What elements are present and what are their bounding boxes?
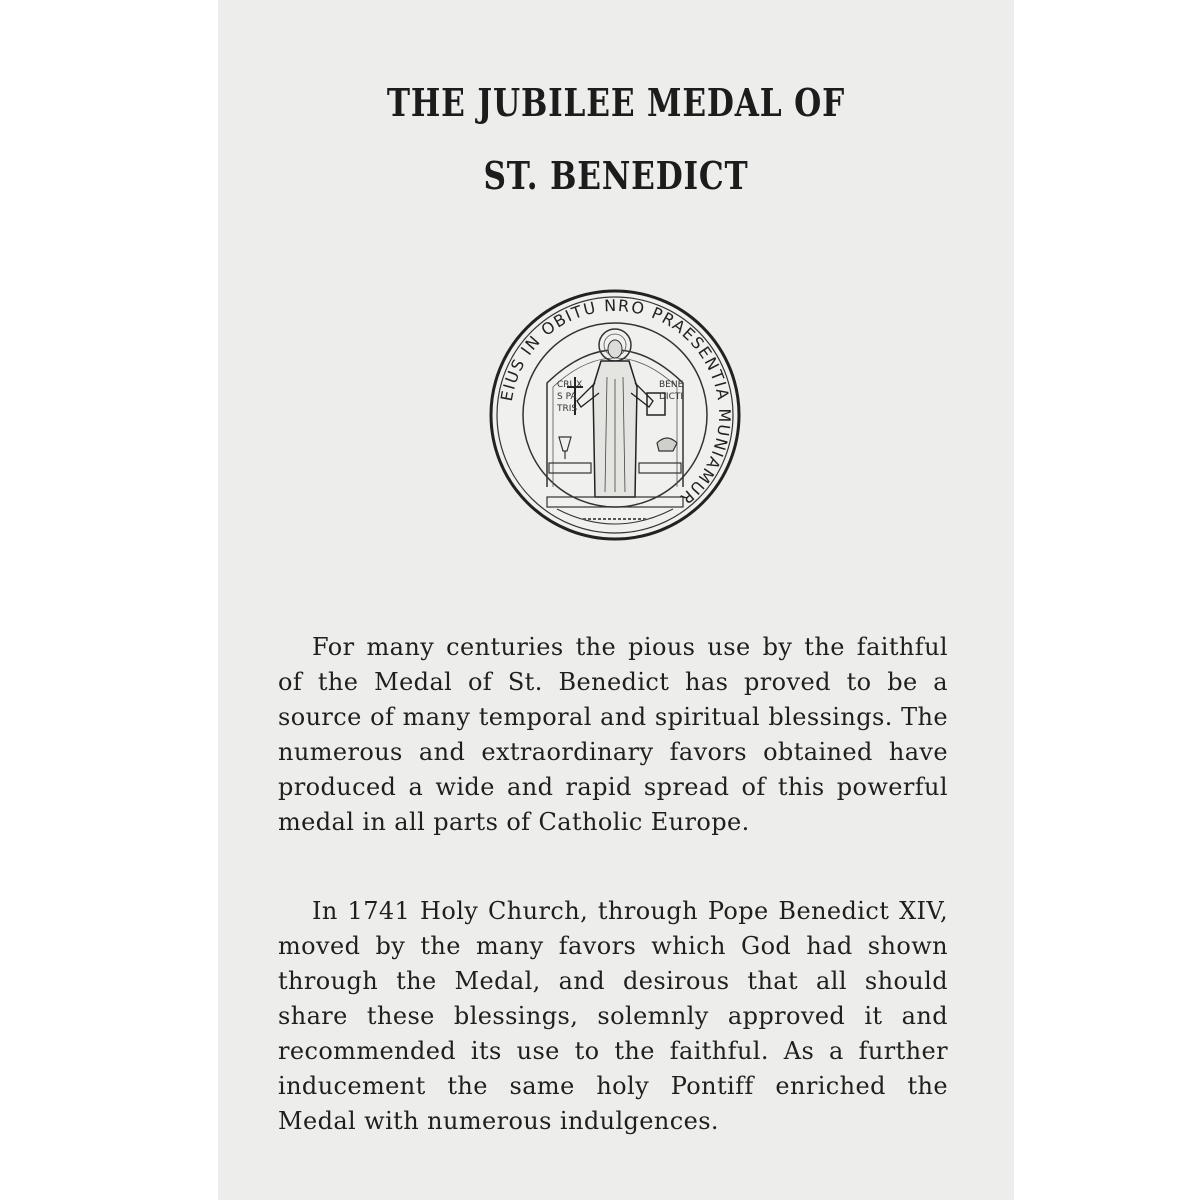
svg-text:DICTI: DICTI [659, 392, 684, 402]
svg-text:S PA: S PA [557, 392, 577, 402]
paragraph-1-text: For many centuries the pious use by the faithful of the Medal of St. Benedict has proved to be a source of many temporal and spiritual blessings. The numerous and extraordinary favors obtained have produced a wide and rapid spread of this powerful medal in all parts of Catholic Europe. [278, 633, 948, 836]
svg-text:CRUX: CRUX [557, 380, 583, 390]
svg-text:BENE: BENE [659, 380, 684, 390]
medal-inscription: EIUS IN OBITU NRO PRAESENTIA MUNIAMUR [496, 295, 735, 509]
prayer-card [218, 0, 1014, 1200]
paragraph-2-text: In 1741 Holy Church, through Pope Benedict XIV, moved by the many favors which God had shown through the Medal, and desirous that all should share these blessings, solemnly approved it and recommended its use to the faithful. As a further inducement the same holy Pontiff enriched the Medal with numerous indulgences. [278, 897, 948, 1135]
svg-text:TRIS: TRIS [557, 404, 578, 414]
st-benedict-medal-icon [487, 287, 743, 543]
paragraph-2 [278, 894, 948, 1139]
title-line-1: THE JUBILEE MEDAL OF [386, 80, 846, 125]
paragraph-1 [278, 630, 948, 840]
title-line-2: ST. BENEDICT [483, 153, 749, 198]
